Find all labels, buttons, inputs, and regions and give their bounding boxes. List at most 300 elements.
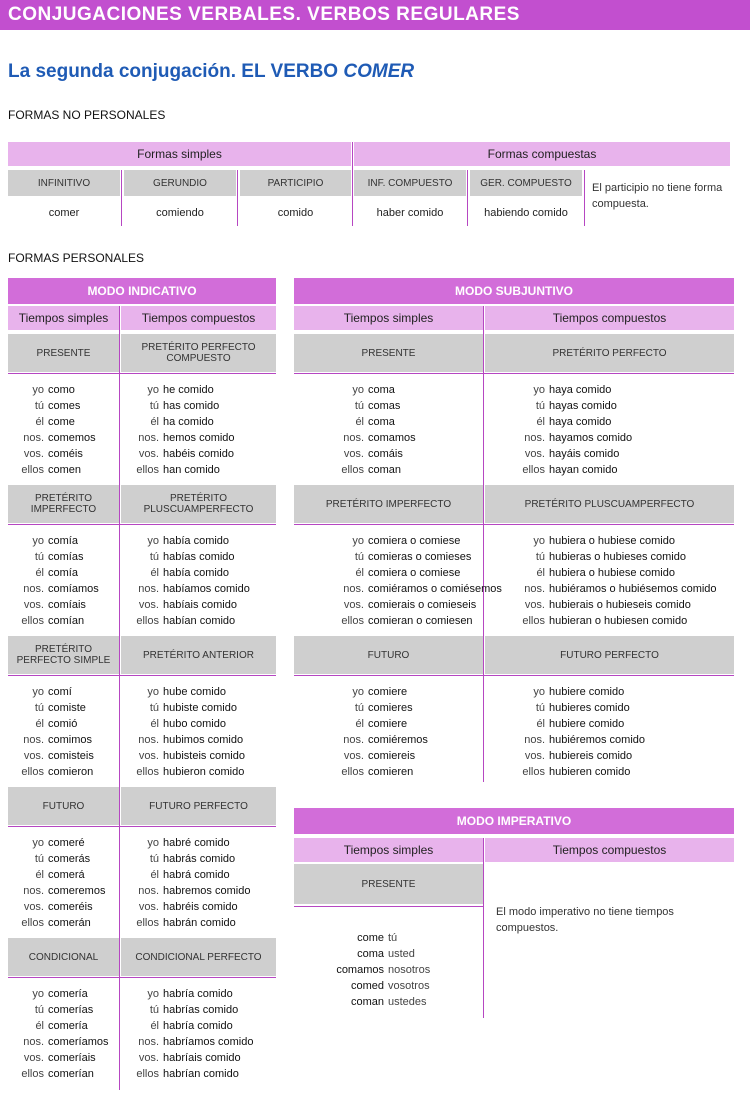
pronoun: vosotros [388,980,430,992]
verb-form: hubo comido [163,718,226,730]
pronoun: yo [533,535,545,547]
conjugation-row [8,732,92,748]
conjugation-row [8,446,83,462]
pronoun: yo [147,837,159,849]
verb-form: comeríamos [48,1036,109,1048]
conjugation-row [294,732,428,748]
conjugation-row [8,430,96,446]
tense-title: FUTURO PERFECTO [485,636,734,674]
tense-title: FUTURO [8,787,119,825]
verb-form: comen [48,464,82,476]
pronoun: usted [388,948,415,960]
pronoun: vos. [23,1052,44,1064]
verb-form: ha comido [163,416,214,428]
conjugation-row [485,732,645,748]
conjugation-row [8,899,93,915]
header-formas-compuestas: Formas compuestas [354,142,730,166]
subj-sub-compuestos: Tiempos compuestos [485,306,734,330]
verb-form: has comido [163,400,220,412]
verb-form: comáis [368,448,403,460]
conjugation-row [8,986,88,1002]
pronoun: ellos [21,766,44,778]
verb-form: comerá [48,869,85,881]
conjugation-row [121,1066,239,1082]
conjugation-row [8,549,83,565]
verb-form: comiereis [368,750,416,762]
verb-form: come [357,932,384,944]
header-modo-imperativo: MODO IMPERATIVO [294,808,734,834]
verb-form: hubiste comido [163,702,237,714]
val-participio: comido [277,207,314,219]
pronoun: él [150,869,159,881]
pronoun: vos. [524,750,545,762]
ind-sub-compuestos: Tiempos compuestos [121,306,276,330]
conjugation-row [485,581,717,597]
conjugation-row [8,533,78,549]
pronoun: nos. [343,734,364,746]
conjugation-row [294,613,473,629]
verb-form: comed [350,980,384,992]
pronoun: yo [147,988,159,1000]
verb-form: comeréis [48,901,93,913]
verb-form: comieren [368,766,414,778]
verb-form: comiera o comiese [368,567,461,579]
conjugation-row [121,565,229,581]
conjugation-row [485,549,686,565]
verb-form: coma [368,416,395,428]
pronoun: tú [354,551,364,563]
verb-form: comíamos [48,583,99,595]
verb-form: comierais o comieseis [368,599,477,611]
verb-form: hubiere comido [549,686,625,698]
title-verb: COMER [343,61,415,82]
verb-form: comería [48,1020,88,1032]
conjugation-row [121,883,250,899]
verb-form: hubieras o hubieses comido [549,551,686,563]
pronoun: tú [149,853,159,865]
verb-form: comeré [48,837,85,849]
conjugation-row [121,1050,241,1066]
verb-form: haya comido [549,384,612,396]
verb-form: hubieren comido [549,766,631,778]
imp-sub-simple: Tiempos simples [294,838,483,862]
col-inf-compuesto: INF. COMPUESTO [354,170,466,196]
pronoun: vos. [138,901,159,913]
conjugation-row [8,835,85,851]
verb-form: comieres [368,702,413,714]
val-infinitivo: comer [48,207,80,219]
pronoun: ellos [21,464,44,476]
divider [584,170,585,226]
verb-form: habré comido [163,837,230,849]
conjugation-row [294,430,416,446]
conjugation-row [8,581,99,597]
verb-form: habrán comido [163,917,236,929]
page-title [8,61,414,83]
conjugation-row [294,549,471,565]
conjugation-row [485,382,611,398]
verb-form: habíamos comido [163,583,250,595]
verb-form: hube comido [163,686,226,698]
block-divider [8,524,276,525]
conjugation-row [8,1066,94,1082]
tense-title: PRETÉRITO PERFECTO SIMPLE [8,636,119,674]
pronoun: vos. [524,599,545,611]
verb-form: comimos [48,734,93,746]
pronoun: él [355,718,364,730]
divider [352,142,353,226]
pronoun: yo [352,535,364,547]
pronoun: vos. [524,448,545,460]
pronoun: él [35,567,44,579]
verb-form: hubieron comido [163,766,245,778]
verb-form: habríais comido [163,1052,241,1064]
conjugation-row [485,700,630,716]
pronoun: yo [352,686,364,698]
pronoun: tú [388,932,398,944]
conjugation-row [294,382,395,398]
verb-form: habrás comido [163,853,236,865]
pronoun: yo [147,384,159,396]
verb-form: habrá comido [163,869,230,881]
divider [121,170,122,226]
pronoun: nos. [524,583,545,595]
pronoun: yo [32,686,44,698]
verb-form: comas [368,400,401,412]
verb-form: comía [48,567,78,579]
verb-form: habría comido [163,1020,233,1032]
pronoun: ustedes [388,996,427,1008]
conjugation-row [485,613,687,629]
pronoun: ellos [341,615,364,627]
tense-title: FUTURO [294,636,483,674]
conjugation-row [485,446,619,462]
pronoun: él [35,718,44,730]
verb-form: coma [357,948,384,960]
title-prefix: La segunda conjugación. EL VERBO [8,61,344,82]
tense-title: PRETÉRITO ANTERIOR [121,636,276,674]
subj-sub-simple: Tiempos simples [294,306,483,330]
verb-form: habéis comido [163,448,234,460]
conjugation-row [8,565,78,581]
pronoun: tú [149,551,159,563]
pronoun: nos. [524,432,545,444]
pronoun: ellos [136,766,159,778]
pronoun: él [150,1020,159,1032]
pronoun: nos. [23,583,44,595]
tense-title: PRESENTE [294,334,483,372]
conjugation-row [294,462,401,478]
verb-form: coméis [48,448,83,460]
verb-form: comerás [48,853,91,865]
val-inf-compuesto: haber comido [376,207,444,219]
imperative-row [300,946,415,962]
conjugation-row [485,414,611,430]
verb-form: comiste [48,702,86,714]
conjugation-row [485,764,630,780]
tense-title: PRETÉRITO PERFECTO COMPUESTO [121,334,276,372]
pronoun: él [35,1020,44,1032]
pronoun: nos. [23,432,44,444]
verb-form: comerán [48,917,91,929]
verb-form: hubiéramos o hubiésemos comido [549,583,717,595]
pronoun: yo [147,686,159,698]
conjugation-row [121,915,236,931]
conjugation-row [8,851,90,867]
verb-form: comías [48,551,84,563]
verb-form: comisteis [48,750,94,762]
conjugation-row [8,700,86,716]
verb-form: habría comido [163,988,233,1000]
pronoun: ellos [136,1068,159,1080]
verb-form: hubiera o hubiese comido [549,567,675,579]
pronoun: él [35,416,44,428]
verb-form: había comido [163,535,230,547]
verb-form: hubieran o hubiesen comido [549,615,688,627]
verb-form: comemos [48,432,96,444]
imperative-row [300,930,397,946]
verb-form: comamos [336,964,384,976]
pronoun: tú [535,702,545,714]
verb-form: hemos comido [163,432,235,444]
verb-form: coman [368,464,402,476]
pronoun: ellos [21,917,44,929]
conjugation-row [294,581,502,597]
conjugation-row [121,835,230,851]
verb-form: comeríais [48,1052,96,1064]
conjugation-row [121,581,250,597]
pronoun: nos. [343,432,364,444]
verb-form: habríamos comido [163,1036,254,1048]
pronoun: ellos [341,464,364,476]
val-ger-compuesto: habiendo comido [484,207,568,219]
conjugation-row [121,398,219,414]
verb-form: comíais [48,599,86,611]
verb-form: coman [350,996,384,1008]
pronoun: tú [34,551,44,563]
pronoun: él [536,567,545,579]
conjugation-row [121,899,238,915]
pronoun: tú [34,853,44,865]
conjugation-row [8,1034,109,1050]
verb-form: como [48,384,75,396]
block-divider [294,675,734,676]
tense-title: PRETÉRITO IMPERFECTO [8,485,119,523]
subjuntivo-divider [483,306,484,782]
verb-form: he comido [163,384,214,396]
pronoun: nos. [138,734,159,746]
ind-sub-simple: Tiempos simples [8,306,119,330]
col-infinitivo: INFINITIVO [8,170,120,196]
pronoun: yo [533,686,545,698]
banner-title: CONJUGACIONES VERBALES. VERBOS REGULARES [8,4,520,25]
header-formas-simples: Formas simples [8,142,351,166]
conjugation-row [121,1034,254,1050]
verb-form: comería [48,988,88,1000]
divider [467,170,468,226]
conjugation-row [294,533,460,549]
conjugation-row [8,883,105,899]
conjugation-row [485,462,618,478]
pronoun: ellos [136,615,159,627]
conjugation-row [485,565,675,581]
conjugation-row [8,748,94,764]
conjugation-row [121,986,233,1002]
conjugation-row [121,597,237,613]
verb-form: habrías comido [163,1004,239,1016]
verb-form: come [48,416,75,428]
block-divider [294,373,734,374]
section-no-personales: FORMAS NO PERSONALES [8,108,166,122]
conjugation-row [121,414,214,430]
verb-form: han comido [163,464,220,476]
verb-form: hubieres comido [549,702,630,714]
pronoun: nos. [343,583,364,595]
block-divider [8,977,276,978]
pronoun: ellos [522,464,545,476]
conjugation-row [485,533,675,549]
verb-form: habréis comido [163,901,238,913]
verb-form: habían comido [163,615,236,627]
pronoun: ellos [522,615,545,627]
conjugation-row [8,414,75,430]
pronoun: ellos [21,615,44,627]
block-divider [8,826,276,827]
imperative-row [300,962,430,978]
verb-form: comiéramos o comiésemos [368,583,502,595]
pronoun: yo [147,535,159,547]
conjugation-row [294,764,413,780]
verb-form: habremos comido [163,885,251,897]
verb-form: habías comido [163,551,235,563]
pronoun: ellos [136,464,159,476]
col-participio: PARTICIPIO [240,170,351,196]
pronoun: nosotros [388,964,431,976]
conjugation-row [8,382,75,398]
conjugation-row [294,597,476,613]
pronoun: yo [533,384,545,396]
conjugation-row [121,748,245,764]
verb-form: comí [48,686,72,698]
pronoun: yo [32,837,44,849]
conjugation-row [294,414,395,430]
pronoun: vos. [138,599,159,611]
pronoun: tú [535,551,545,563]
verb-form: hubimos comido [163,734,244,746]
pronoun: él [536,718,545,730]
note-imperativo: El modo imperativo no tiene tiempos compuestos. [496,906,674,934]
conjugation-row [121,549,235,565]
pronoun: él [35,869,44,881]
verb-form: comiere [368,686,408,698]
verb-form: haya comido [549,416,612,428]
pronoun: vos. [138,1052,159,1064]
pronoun: ellos [21,1068,44,1080]
conjugation-row [8,462,81,478]
conjugation-row [8,764,93,780]
pronoun: tú [149,400,159,412]
conjugation-row [485,430,632,446]
pronoun: nos. [23,1036,44,1048]
pronoun: yo [352,384,364,396]
pronoun: ellos [136,917,159,929]
verb-form: hubiereis comido [549,750,633,762]
verb-form: comiéremos [368,734,428,746]
verb-form: comes [48,400,81,412]
val-gerundio: comiendo [156,207,204,219]
pronoun: tú [354,400,364,412]
header-modo-subjuntivo: MODO SUBJUNTIVO [294,278,734,304]
conjugation-row [485,398,617,414]
imperative-row [300,994,427,1010]
conjugation-row [8,1050,96,1066]
verb-form: comieron [48,766,94,778]
conjugation-row [8,867,85,883]
verb-form: comieran o comiesen [368,615,473,627]
conjugation-row [8,1018,88,1034]
tense-title: CONDICIONAL PERFECTO [121,938,276,976]
pronoun: tú [149,702,159,714]
col-ger-compuesto: GER. COMPUESTO [470,170,582,196]
conjugation-row [121,533,229,549]
pronoun: tú [34,400,44,412]
conjugation-row [8,1002,93,1018]
verb-form: hayas comido [549,400,617,412]
verb-form: comían [48,615,85,627]
tense-title: CONDICIONAL [8,938,119,976]
pronoun: yo [32,384,44,396]
header-modo-indicativo: MODO INDICATIVO [8,278,276,304]
conjugation-row [121,700,237,716]
conjugation-row [8,597,86,613]
conjugation-row [121,684,226,700]
pronoun: él [150,567,159,579]
pronoun: nos. [524,734,545,746]
pronoun: ellos [522,766,545,778]
tense-title: FUTURO PERFECTO [121,787,276,825]
col-gerundio: GERUNDIO [124,170,236,196]
verb-form: comeremos [48,885,106,897]
verb-form: hayamos comido [549,432,633,444]
verb-form: hayan comido [549,464,618,476]
conjugation-row [121,382,214,398]
conjugation-row [485,716,624,732]
tense-title: PRETÉRITO IMPERFECTO [294,485,483,523]
pronoun: nos. [138,885,159,897]
conjugation-row [485,684,624,700]
verb-form: comerían [48,1068,94,1080]
imp-sub-compuestos: Tiempos compuestos [485,838,734,862]
section-personales: FORMAS PERSONALES [8,251,145,265]
conjugation-row [485,748,632,764]
note-participio: El participio no tiene forma compuesta. [592,182,723,210]
pronoun: vos. [23,901,44,913]
pronoun: él [536,416,545,428]
block-divider [294,524,734,525]
imp-tense-presente: PRESENTE [294,864,483,904]
verb-form: comió [48,718,78,730]
block-divider [8,373,276,374]
pronoun: tú [354,702,364,714]
conjugation-row [8,684,72,700]
conjugation-row [294,748,415,764]
imperativo-divider [483,838,484,1018]
pronoun: él [355,416,364,428]
conjugation-row [294,716,407,732]
pronoun: vos. [138,750,159,762]
conjugation-row [121,462,220,478]
tense-title: PRETÉRITO PLUSCUAMPERFECTO [121,485,276,523]
